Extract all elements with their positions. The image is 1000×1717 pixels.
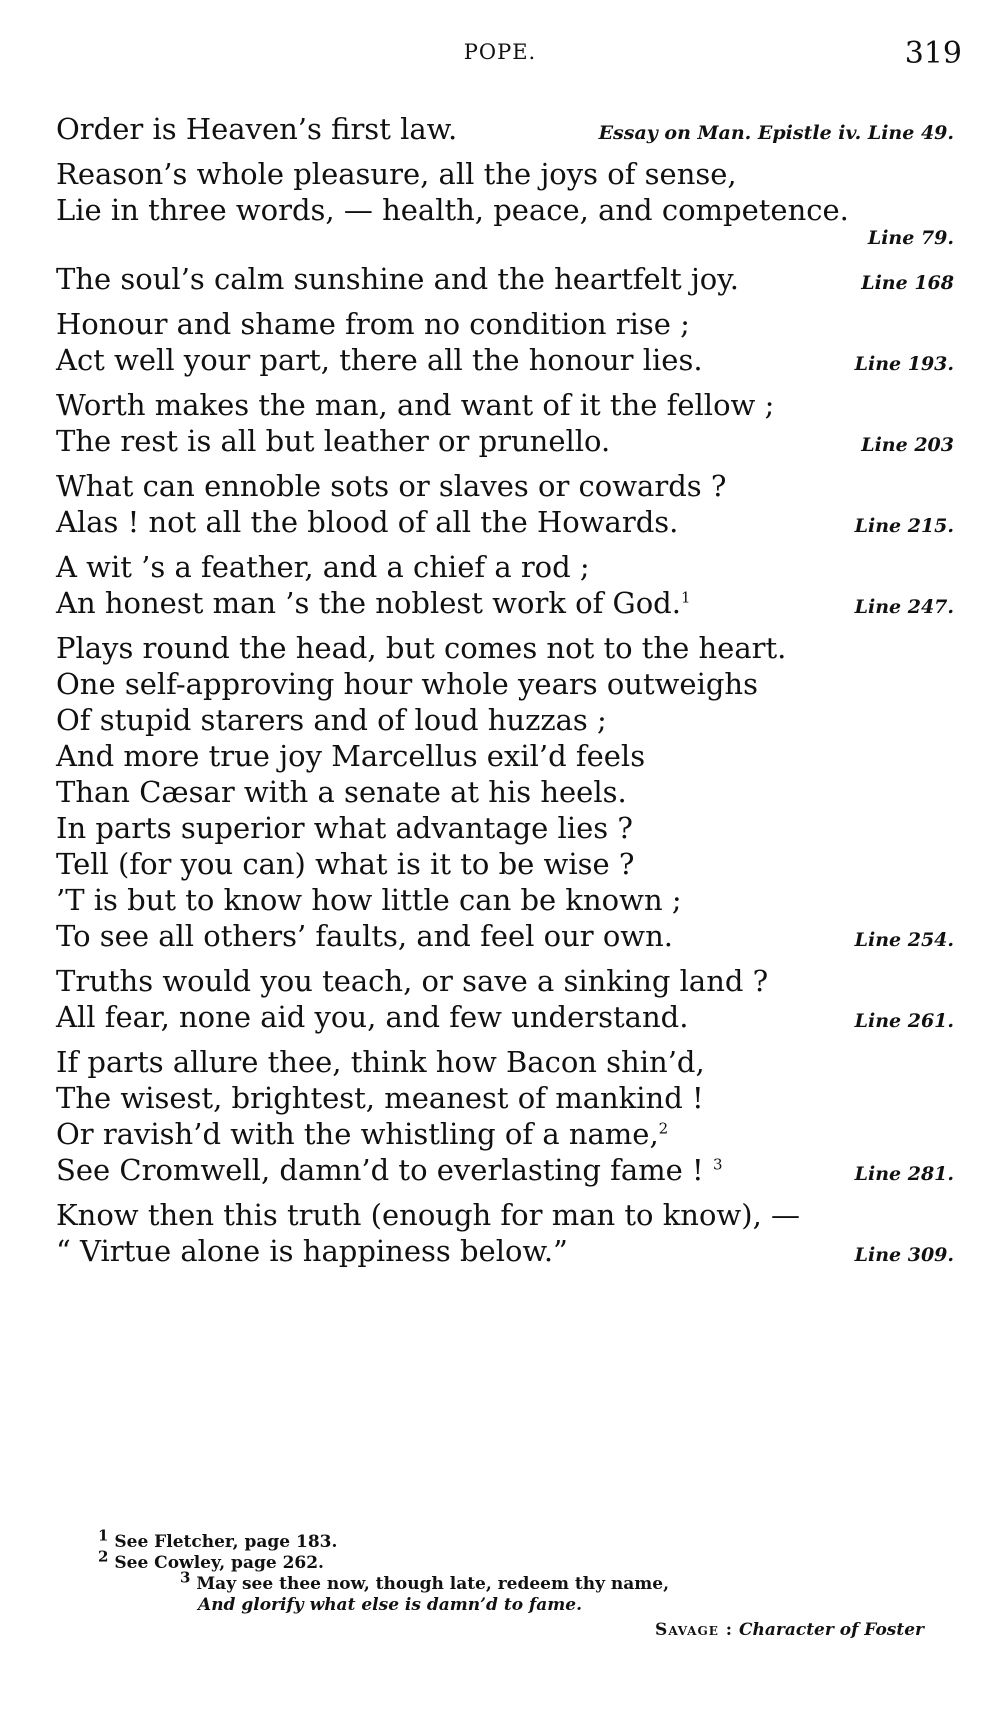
line-reference: Line 281. — [854, 1163, 954, 1185]
quotation-line-text: Or ravish’d with the whistling of a name, — [56, 1117, 659, 1151]
quotation-list — [56, 112, 964, 1279]
quotation-line: Tell (for you can) what is it to be wise ? — [56, 847, 635, 881]
line-reference: Line 193. — [854, 353, 954, 375]
quotation-line: One self-approving hour whole years outweighs — [56, 667, 758, 701]
line-reference: Line 79. — [867, 227, 954, 249]
quotation-line-text: An honest man ’s the noblest work of God. — [56, 586, 681, 620]
quotation-line: What can ennoble sots or slaves or cowards ? — [56, 469, 727, 503]
quotation-entry — [56, 307, 964, 379]
quotation-line: Reason’s whole pleasure, all the joys of sense, — [56, 157, 737, 191]
quotation-entry — [56, 1045, 964, 1189]
quotation-entry — [56, 262, 964, 298]
quotation-line: Of stupid starers and of loud huzzas ; — [56, 703, 607, 737]
quotation-line: Honour and shame from no condition rise ; — [56, 307, 690, 341]
quotation-line: Alas ! not all the blood of all the Howards. — [56, 505, 679, 539]
footnote-marker: 2 — [658, 1119, 669, 1138]
quotation-line: ’T is but to know how little can be known ; — [56, 883, 682, 917]
footnote-1 — [98, 1526, 938, 1553]
quotation-line: The rest is all but leather or prunello. — [56, 424, 611, 458]
source-reference: Essay on Man. Epistle iv. Line 49. — [598, 122, 954, 144]
running-title: POPE. — [463, 40, 537, 64]
quotation-line: If parts allure thee, think how Bacon shin’d, — [56, 1045, 705, 1079]
quotation-line-text: See Cromwell, damn’d to everlasting fame ! — [56, 1153, 704, 1187]
line-reference: Line 261. — [854, 1010, 954, 1032]
footnote-number: 1 — [98, 1526, 109, 1545]
quotation-line: Act well your part, there all the honour lies. — [56, 343, 703, 377]
quotation-line: And more true joy Marcellus exil’d feels — [56, 739, 646, 773]
quotation-entry — [56, 964, 964, 1036]
line-reference: Line 309. — [854, 1244, 954, 1266]
quotation-entry — [56, 469, 964, 541]
quotation-line: The wisest, brightest, meanest of mankind ! — [56, 1081, 704, 1115]
quotation-entry — [56, 631, 964, 955]
footnote-number: 3 — [180, 1568, 191, 1587]
footnote-2 — [98, 1547, 938, 1574]
line-reference: Line 203 — [861, 434, 954, 456]
footnote-number: 2 — [98, 1547, 109, 1566]
quotation-line: The soul’s calm sunshine and the heartfelt joy. — [56, 262, 740, 296]
quotation-line: All fear, none aid you, and few understand. — [56, 1000, 689, 1034]
quotation-line: Know then this truth (enough for man to know), — — [56, 1198, 801, 1232]
footnote-3 — [180, 1568, 938, 1595]
quotation-line: In parts superior what advantage lies ? — [56, 811, 633, 845]
line-reference: Line 247. — [854, 596, 954, 618]
quotation-line — [56, 1117, 668, 1151]
quotation-line: “ Virtue alone is happiness below.” — [56, 1234, 568, 1268]
quotation-line — [56, 1153, 722, 1187]
quotation-entry — [56, 157, 964, 253]
footnote-text: See Cowley, page 262. — [114, 1553, 324, 1573]
quotation-entry — [56, 550, 964, 622]
page-number: 319 — [904, 36, 962, 71]
quotation-line: Truths would you teach, or save a sinking land ? — [56, 964, 769, 998]
footnote-text: See Fletcher, page 183. — [114, 1532, 338, 1552]
quotation-line: Worth makes the man, and want of it the fellow ; — [56, 388, 775, 422]
page-header — [0, 36, 1000, 76]
quotation-line: Lie in three words, — health, peace, and competence. — [56, 193, 849, 227]
quotation-line — [56, 586, 690, 620]
quotation-entry — [56, 388, 964, 460]
footnote-marker: 1 — [680, 588, 691, 607]
footnotes — [98, 1526, 938, 1642]
line-reference: Line 215. — [854, 515, 954, 537]
footnote-text: May see thee now, though late, redeem thy name, — [196, 1574, 670, 1594]
footnote-marker: 3 — [712, 1155, 723, 1174]
quotation-line: Plays round the head, but comes not to the heart. — [56, 631, 787, 665]
quotation-line: Order is Heaven’s first law. — [56, 112, 458, 146]
quotation-line: A wit ’s a feather, and a chief a rod ; — [56, 550, 590, 584]
quotation-line: To see all others’ faults, and feel our own. — [56, 919, 674, 953]
quotation-entry — [56, 1198, 964, 1270]
attribution-author: Savage : — [655, 1620, 734, 1640]
attribution-work: Character of Foster — [738, 1620, 924, 1640]
quotation-line: Than Cæsar with a senate at his heels. — [56, 775, 627, 809]
line-reference: Line 168 — [861, 272, 954, 294]
quotation-entry — [56, 112, 964, 148]
footnote-text: And glorify what else is damn’d to fame. — [198, 1595, 583, 1615]
line-reference: Line 254. — [854, 929, 954, 951]
footnote-attribution — [98, 1620, 938, 1642]
footnote-3-continued — [180, 1595, 938, 1616]
